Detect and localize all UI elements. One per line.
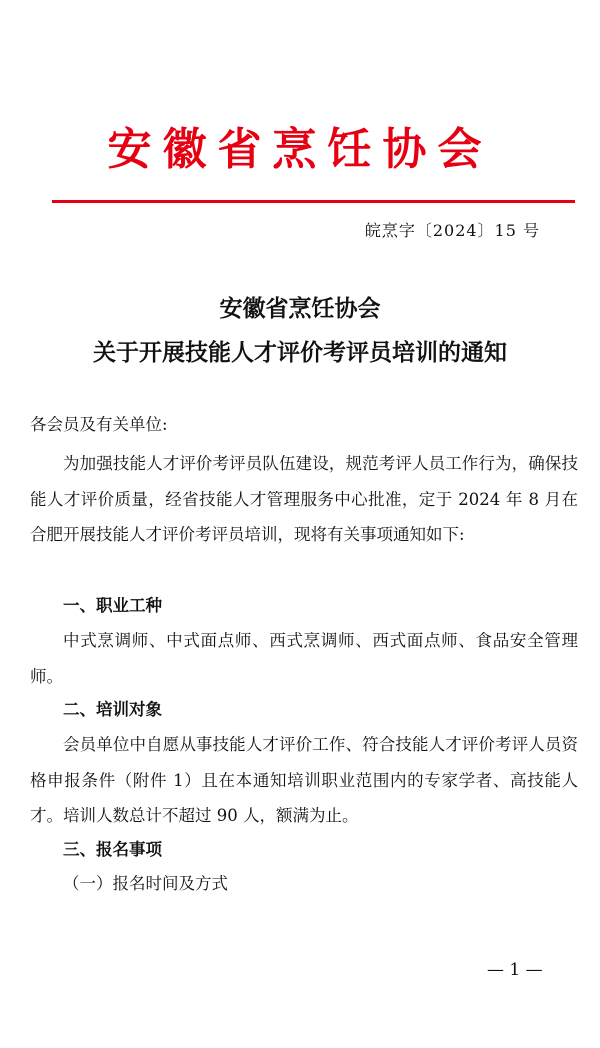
section-2-heading: 二、培训对象 xyxy=(63,700,162,719)
organization-header: 安徽省烹饪协会 xyxy=(107,124,493,175)
section-1-heading: 一、职业工种 xyxy=(63,596,162,615)
section-1-text: 中式烹调师、中式面点师、西式烹调师、西式面点师、食品安全管理师。 xyxy=(30,631,578,686)
document-title-org: 安徽省烹饪协会 xyxy=(219,295,381,322)
page-number: — 1 — xyxy=(487,960,543,980)
salutation: 各会员及有关单位: xyxy=(30,415,168,434)
document-title: 关于开展技能人才评价考评员培训的通知 xyxy=(93,339,507,366)
section-3-subheading: （一）报名时间及方式 xyxy=(63,874,228,893)
document-number: 皖烹字〔2024〕15 号 xyxy=(364,221,540,240)
intro-paragraph: 为加强技能人才评价考评员队伍建设，规范考评人员工作行为，确保技能人才评价质量，经省技能人才管理服务中心批准，定于 2024 年 8 月在合肥开展技能人才评价考评员培训，现将有关事项通知如下: xyxy=(30,454,578,544)
section-2-text: 会员单位中自愿从事技能人才评价工作、符合技能人才评价考评人员资格申报条件（附件 1）且在本通知培训职业范围内的专家学者、高技能人才。培训人数总计不超过 90 人，额满为止。 xyxy=(30,735,578,825)
section-3-heading: 三、报名事项 xyxy=(63,840,162,859)
header-divider xyxy=(52,200,575,203)
